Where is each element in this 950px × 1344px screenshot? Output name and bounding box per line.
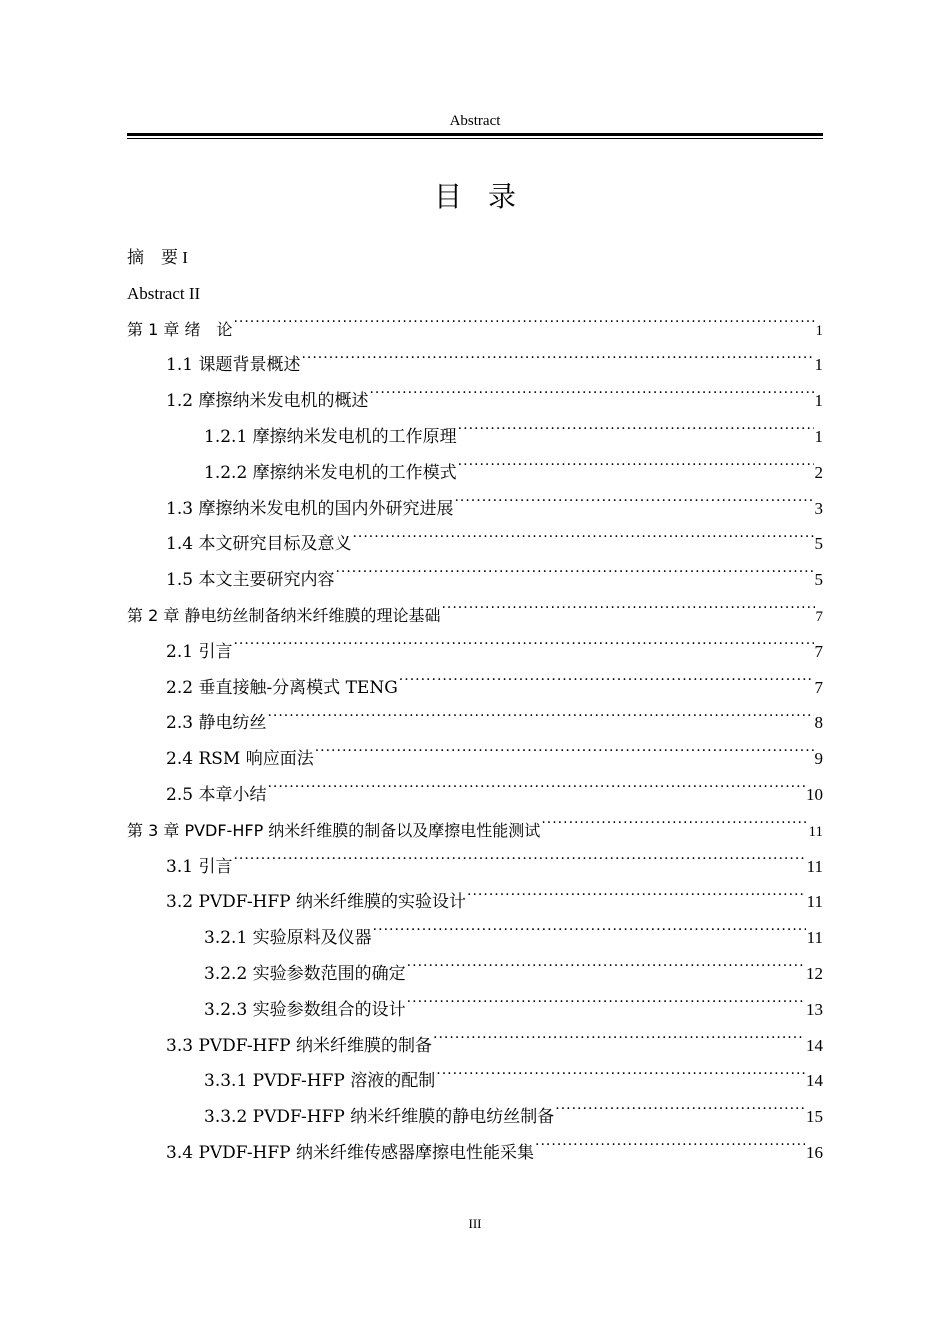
toc-entry[interactable] [127,347,823,383]
toc-entry-page: 11 [808,823,823,840]
toc-entry-page: 2 [814,462,823,482]
toc-entry-label: 1.5 本文主要研究内容 [166,570,335,591]
dot-leader [301,353,813,370]
toc-entry-page: 1 [814,391,823,411]
dot-leader [407,998,805,1015]
toc-entry-label: 3.1 引言 [166,856,233,877]
toc-entry-label: 摘 要 I [127,248,188,267]
toc-entry[interactable] [127,1099,823,1135]
toc-entry-page: 3 [814,498,823,518]
toc-entry-label: 1.3 摩擦纳米发电机的国内外研究进展 [166,498,454,519]
toc-entry-label: 第 3 章 PVDF-HFP 纳米纤维膜的制备以及摩擦电性能测试 [127,820,541,840]
page-number: III [468,1216,482,1231]
toc-entry-label: 1.2 摩擦纳米发电机的概述 [166,391,369,412]
toc-entry[interactable] [127,491,823,527]
toc-entry[interactable] [127,992,823,1028]
toc-entry-label: Abstract II [127,283,201,303]
toc-entry-page: 14 [806,1071,823,1091]
toc-entry[interactable] [127,1028,823,1064]
toc-entry-label: 2.1 引言 [166,641,233,662]
toc-entry[interactable] [127,562,823,598]
toc-entry-label: 2.2 垂直接触-分离模式 TENG [166,677,398,698]
toc-entry-page: 13 [806,999,823,1019]
dot-leader [267,711,813,728]
toc-entry-label: 3.2.1 实验原料及仪器 [204,928,372,949]
dot-leader [233,640,813,657]
dot-leader [315,747,814,764]
dot-leader [373,926,806,943]
header-rule-thick [127,133,823,136]
dot-leader [433,1034,805,1051]
toc-title: 目录 [433,180,542,213]
dot-leader [233,855,805,872]
toc-entry[interactable] [127,849,823,885]
toc-entry-page: 16 [806,1142,823,1162]
dot-leader [458,461,814,478]
toc-entry[interactable] [127,884,823,920]
table-of-contents [127,240,823,1171]
toc-entry-label: 1.2.2 摩擦纳米发电机的工作模式 [204,462,457,483]
toc-entry[interactable] [127,598,823,634]
toc-entry-label: 第 1 章 绪 论 [127,319,233,339]
toc-entry-page: 7 [814,641,823,661]
toc-entry-page: 14 [806,1035,823,1055]
dot-leader [454,497,813,514]
toc-entry-label: 3.3.2 PVDF-HFP 纳米纤维膜的静电纺丝制备 [204,1107,555,1128]
toc-entry[interactable] [127,1135,823,1171]
toc-entry[interactable] [127,526,823,562]
dot-leader [441,605,814,621]
toc-entry-label: 3.3 PVDF-HFP 纳米纤维膜的制备 [166,1035,433,1056]
toc-entry-page: 1 [815,322,823,339]
toc-entry-label: 3.2 PVDF-HFP 纳米纤维膜的实验设计 [166,892,467,913]
running-header: Abstract [449,113,501,129]
toc-entry-page: 1 [814,426,823,446]
toc-entry-label: 1.4 本文研究目标及意义 [166,534,352,555]
toc-entry[interactable] [127,1063,823,1099]
toc-entry[interactable] [127,383,823,419]
toc-entry-page: 7 [814,677,823,697]
dot-leader [352,532,813,549]
toc-entry[interactable] [127,419,823,455]
dot-leader [407,962,805,979]
dot-leader [436,1069,805,1086]
toc-entry-label: 3.2.3 实验参数组合的设计 [204,999,406,1020]
toc-entry-page: 15 [806,1107,823,1127]
dot-leader [535,1141,805,1158]
header-rule-thin [127,138,823,139]
toc-entry-label: 2.3 静电纺丝 [166,713,267,734]
toc-entry-page: 5 [814,534,823,554]
toc-entry[interactable] [127,455,823,491]
dot-leader [369,389,813,406]
toc-entry-page: 11 [806,928,823,948]
toc-entry[interactable] [127,920,823,956]
toc-entry-page: 5 [814,570,823,590]
dot-leader [233,319,814,335]
toc-entry-label: 1.2.1 摩擦纳米发电机的工作原理 [204,426,457,447]
toc-entry[interactable] [127,777,823,813]
toc-entry-page: 10 [806,784,823,804]
toc-entry[interactable] [127,670,823,706]
toc-entry-page: 9 [814,749,823,769]
toc-entry[interactable] [127,956,823,992]
dot-leader [267,783,805,800]
dot-leader [335,568,813,585]
toc-entry[interactable] [127,276,823,312]
toc-entry-label: 1.1 课题背景概述 [166,355,301,376]
toc-entry-label: 3.2.2 实验参数范围的确定 [204,963,406,984]
toc-entry-label: 2.5 本章小结 [166,784,267,805]
dot-leader [458,425,814,442]
toc-entry-label: 2.4 RSM 响应面法 [166,749,314,770]
toc-entry[interactable] [127,240,823,276]
toc-entry-page: 11 [806,856,823,876]
dot-leader [541,820,807,836]
toc-entry-page: 8 [814,713,823,733]
toc-entry-label: 3.4 PVDF-HFP 纳米纤维传感器摩擦电性能采集 [166,1142,535,1163]
toc-entry-label: 第 2 章 静电纺丝制备纳米纤维膜的理论基础 [127,605,441,625]
toc-entry-page: 7 [815,608,823,625]
toc-entry-page: 1 [814,355,823,375]
toc-entry[interactable] [127,705,823,741]
toc-entry[interactable] [127,741,823,777]
toc-entry[interactable] [127,813,823,849]
dot-leader [467,890,806,907]
dot-leader [399,676,814,693]
toc-entry-page: 12 [806,963,823,983]
toc-entry[interactable] [127,634,823,670]
toc-entry-page: 11 [806,892,823,912]
toc-entry-label: 3.3.1 PVDF-HFP 溶液的配制 [204,1071,436,1092]
dot-leader [555,1105,805,1122]
toc-entry[interactable] [127,312,823,348]
